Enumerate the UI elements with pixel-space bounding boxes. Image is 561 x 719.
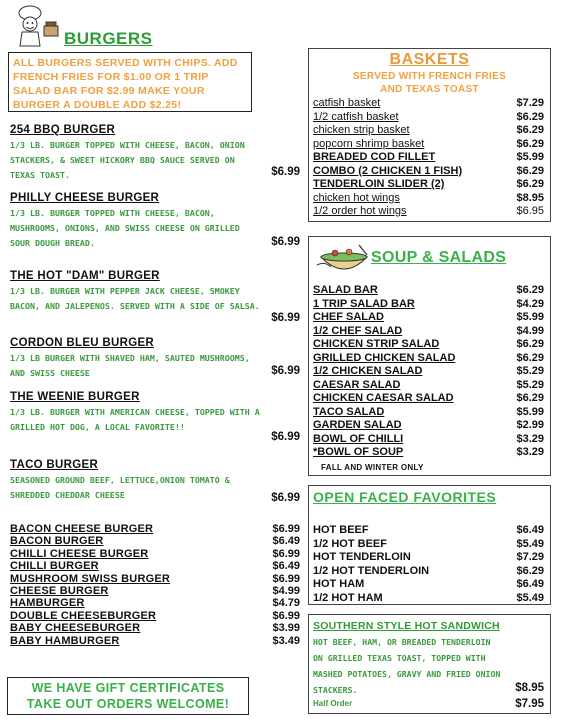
list-item-price: $6.99 (272, 547, 300, 560)
list-item (313, 446, 544, 460)
list-item-price: $6.29 (516, 124, 544, 136)
list-item-name: GARDEN SALAD (313, 419, 402, 431)
list-item (10, 573, 302, 585)
item-desc: 1/3 LB. BURGER TOPPED WITH CHEESE, BACON, ONION STACKERS, & SWEET HICKORY BBQ SAUCE SERVED ON TEXAS TOAST. (10, 140, 245, 180)
list-item-name: BABY CHEESEBURGER (10, 622, 141, 635)
list-item (313, 205, 544, 219)
seasonal-note: FALL AND WINTER ONLY (321, 463, 424, 472)
item-name: THE WEENIE BURGER (10, 391, 140, 403)
list-item-price: $5.99 (516, 311, 544, 323)
list-item-name: HOT TENDERLOIN (313, 551, 411, 563)
southern-style-price: $8.95 (515, 682, 544, 694)
list-item (313, 352, 544, 366)
list-item-name: MUSHROOM SWISS BURGER (10, 572, 171, 585)
list-item (313, 97, 544, 111)
open-faced-list (313, 524, 544, 605)
list-item-name: CHILLI CHEESE BURGER (10, 547, 149, 560)
list-item-price: $6.29 (516, 392, 544, 404)
soup-salads-box (308, 236, 551, 476)
list-item (10, 622, 302, 634)
list-item-name: catfish basket (313, 97, 381, 109)
list-item-price: $4.79 (272, 597, 300, 610)
southern-style-title: SOUTHERN STYLE HOT SANDWICH (313, 620, 500, 632)
list-item (10, 523, 302, 535)
list-item (313, 578, 544, 592)
list-item (313, 298, 544, 312)
item-desc: 1/3 LB. BURGER WITH PEPPER JACK CHEESE, SMOKEY BACON, AND JALEPENOS. SERVED WITH A SIDE OF SALSA. (10, 286, 260, 311)
list-item (313, 124, 544, 138)
baskets-subtitle-line: AND TEXAS TOAST (380, 84, 479, 95)
list-item (313, 419, 544, 433)
list-item-name: HAMBURGER (10, 597, 85, 610)
list-item-price: $6.29 (516, 178, 544, 190)
burger-intro: ALL BURGERS SERVED WITH CHIPS. ADD FRENCH FRIES FOR $1.00 OR 1 TRIP SALAD BAR FOR $2.99 MAKE YOUR BURGER A DOUBLE ADD $2.25! (8, 52, 252, 112)
list-item-price: $3.29 (516, 432, 544, 445)
list-item-price: $6.99 (272, 572, 300, 585)
list-item-name: 1/2 HOT HAM (313, 591, 383, 604)
takeout-line: TAKE OUT ORDERS WELCOME! (26, 697, 230, 711)
list-item-name: HOT HAM (313, 578, 365, 590)
list-item-name: GRILLED CHICKEN SALAD (313, 351, 456, 364)
menu-item (10, 337, 302, 381)
list-item (10, 610, 302, 622)
list-item-price: $3.29 (516, 446, 544, 458)
list-item-price: $6.99 (272, 523, 300, 535)
menu-item (10, 192, 302, 254)
list-item (313, 565, 544, 579)
list-item-price: $5.99 (516, 151, 544, 163)
open-faced-box (308, 485, 551, 605)
list-item-price: $4.99 (272, 584, 300, 597)
item-price: $6.99 (271, 492, 300, 504)
list-item-price: $6.29 (516, 284, 544, 296)
list-item-name: 1/2 order hot wings (313, 205, 407, 217)
list-item-price: $6.29 (516, 164, 544, 177)
list-item-name: 1/2 HOT BEEF (313, 537, 387, 550)
baskets-subtitle (309, 70, 550, 96)
list-item (313, 284, 544, 298)
list-item-name: BREADED COD FILLET (313, 151, 436, 163)
list-item-price: $6.29 (516, 110, 544, 123)
list-item (10, 597, 302, 609)
menu-item (10, 270, 302, 330)
list-item-price: $3.99 (272, 622, 300, 635)
list-item-price: $3.49 (272, 634, 300, 647)
list-item-name: HOT BEEF (313, 524, 369, 536)
list-item-price: $6.49 (516, 524, 544, 536)
item-name: TACO BURGER (10, 459, 99, 471)
list-item-name: CAESAR SALAD (313, 378, 401, 391)
open-faced-title: OPEN FACED FAVORITES (313, 489, 497, 505)
list-item-name: DOUBLE CHEESEBURGER (10, 609, 157, 622)
list-item-name: *BOWL OF SOUP (313, 446, 404, 458)
chef-logo-icon (14, 4, 62, 48)
list-item (10, 560, 302, 572)
list-item (313, 192, 544, 206)
gift-line: WE HAVE GIFT CERTIFICATES (31, 681, 225, 695)
burgers-title: BURGERS (64, 29, 153, 48)
soup-list (313, 284, 544, 460)
list-item (313, 433, 544, 447)
list-item-price: $5.99 (516, 405, 544, 418)
list-item-price: $6.95 (516, 205, 544, 217)
salad-bowl-icon (315, 241, 373, 275)
list-item-name: CHICKEN CAESAR SALAD (313, 392, 454, 404)
list-item-name: CHICKEN STRIP SALAD (313, 338, 440, 350)
list-item-price: $6.29 (516, 351, 544, 364)
item-price: $6.99 (271, 365, 300, 377)
list-item-price: $8.95 (516, 191, 544, 204)
item-desc: 1/3 LB. BURGER TOPPED WITH CHEESE, BACON, MUSHROOMS, ONIONS, AND SWISS CHEESE ON GRILLED SOUR DOUGH BREAD. (10, 208, 240, 248)
list-item (313, 524, 544, 538)
item-price: $6.99 (271, 312, 300, 324)
list-item (10, 535, 302, 547)
baskets-list (313, 97, 544, 219)
half-order-price: $7.95 (515, 698, 544, 710)
list-item-name: 1/2 HOT TENDERLOIN (313, 564, 430, 577)
list-item-name: BACON CHEESE BURGER (10, 523, 154, 535)
list-item-price: $5.49 (516, 537, 544, 550)
list-item-name: popcorn shrimp basket (313, 137, 425, 150)
list-item (313, 138, 544, 152)
southern-style-box (308, 614, 551, 714)
list-item (313, 592, 544, 606)
list-item-price: $4.99 (516, 324, 544, 337)
burger-list (10, 523, 302, 647)
soup-salads-title: SOUP & SALADS (371, 249, 507, 266)
list-item-price: $6.29 (516, 338, 544, 350)
list-item-price: $6.29 (516, 564, 544, 577)
item-name: THE HOT "DAM" BURGER (10, 270, 160, 282)
list-item (313, 406, 544, 420)
list-item (10, 585, 302, 597)
list-item-price: $6.99 (272, 609, 300, 622)
list-item (313, 392, 544, 406)
list-item-price: $4.29 (516, 297, 544, 310)
item-desc: SEASONED GROUND BEEF, LETTUCE,ONION TOMATO & SHREDDED CHEDDAR CHEESE (10, 475, 230, 500)
list-item-price: $7.29 (516, 551, 544, 563)
half-order-label: Half Order (313, 699, 353, 708)
list-item-price: $6.49 (272, 535, 300, 548)
item-name: 254 BBQ BURGER (10, 124, 116, 136)
list-item-price: $7.29 (516, 97, 544, 109)
list-item (313, 325, 544, 339)
list-item-name: BACON BURGER (10, 535, 104, 548)
list-item (313, 338, 544, 352)
list-item-name: TENDERLOIN SLIDER (2) (313, 178, 445, 190)
list-item (10, 548, 302, 560)
list-item-name: CHEESE BURGER (10, 584, 109, 597)
list-item-name: CHILLI BURGER (10, 560, 99, 573)
list-item-price: $6.49 (272, 560, 300, 573)
item-desc: 1/3 LB. BURGER WITH AMERICAN CHEESE, TOPPED WITH A GRILLED HOT DOG, A LOCAL FAVORITE!! (10, 407, 260, 432)
list-item-name: 1/2 CHICKEN SALAD (313, 365, 423, 377)
list-item-name: BABY HAMBURGER (10, 634, 120, 647)
list-item-price: $5.29 (516, 378, 544, 391)
list-item-price: $5.29 (516, 365, 544, 377)
item-name: PHILLY CHEESE BURGER (10, 192, 160, 204)
list-item-name: chicken hot wings (313, 191, 400, 204)
menu-item (10, 124, 302, 184)
list-item-name: chicken strip basket (313, 124, 410, 136)
baskets-title: BASKETS (389, 51, 470, 68)
gift-certificates-box (7, 677, 249, 715)
menu-item (10, 391, 302, 451)
baskets-box (308, 48, 551, 222)
item-price: $6.99 (271, 431, 300, 443)
list-item-price: $2.99 (516, 419, 544, 431)
baskets-subtitle-line: SERVED WITH FRENCH FRIES (352, 71, 507, 82)
list-item (313, 178, 544, 192)
list-item-name: 1/2 catfish basket (313, 110, 399, 123)
list-item-name: BOWL OF CHILLI (313, 432, 404, 445)
list-item (313, 538, 544, 552)
list-item-name: TACO SALAD (313, 405, 385, 418)
list-item-name: 1/2 CHEF SALAD (313, 324, 403, 337)
list-item-price: $6.29 (516, 137, 544, 150)
item-desc: 1/3 LB BURGER WITH SHAVED HAM, SAUTED MUSHROOMS, AND SWISS CHEESE (10, 353, 250, 378)
list-item-price: $6.49 (516, 578, 544, 590)
list-item (313, 379, 544, 393)
list-item (313, 165, 544, 179)
list-item (313, 551, 544, 565)
list-item (313, 111, 544, 125)
list-item (313, 365, 544, 379)
list-item (10, 635, 302, 647)
item-price: $6.99 (271, 236, 300, 248)
southern-style-desc: HOT BEEF, HAM, OR BREADED TENDERLOIN ON GRILLED TEXAS TOAST, TOPPED WITH MASHED POTATOES, GRAVY AND FRIED ONION STACKERS. (313, 637, 501, 695)
item-name: CORDON BLEU BURGER (10, 337, 155, 349)
list-item-name: SALAD BAR (313, 284, 378, 296)
list-item-name: 1 TRIP SALAD BAR (313, 297, 415, 310)
list-item (313, 151, 544, 165)
list-item-price: $5.49 (516, 591, 544, 604)
list-item-name: CHEF SALAD (313, 311, 384, 323)
menu-item (10, 459, 302, 509)
list-item (313, 311, 544, 325)
item-price: $6.99 (271, 166, 300, 178)
list-item-name: COMBO (2 CHICKEN 1 FISH) (313, 164, 463, 177)
